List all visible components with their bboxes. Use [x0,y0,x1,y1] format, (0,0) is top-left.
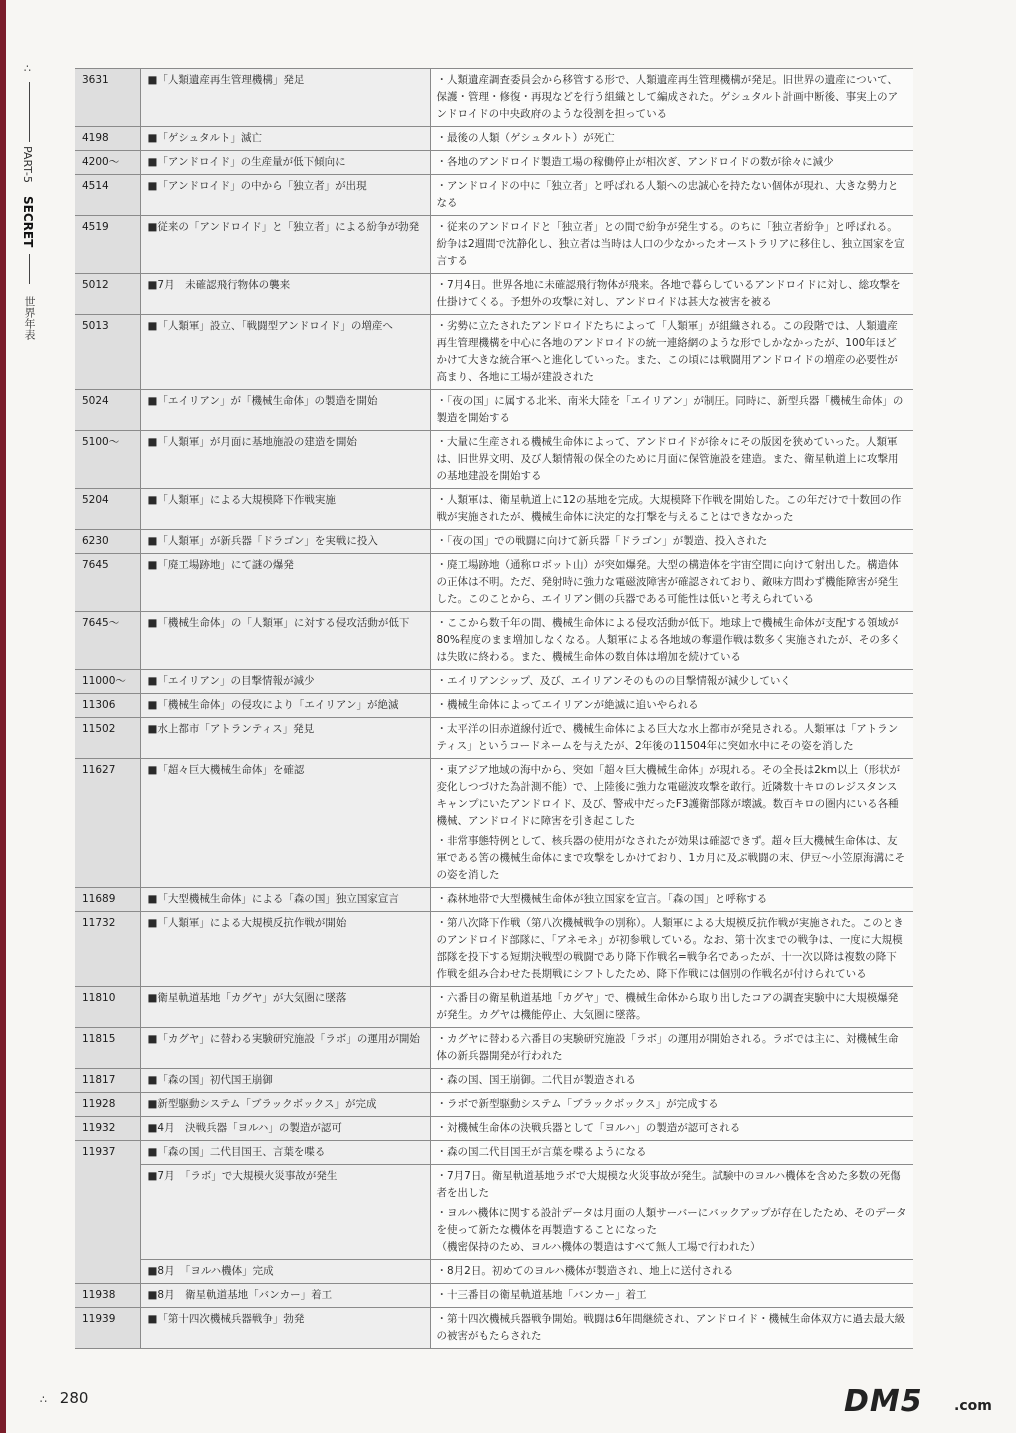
event-cell: ■水上都市「アトランティス」発見 [140,718,430,759]
year-cell: 11932 [75,1117,140,1141]
table-row [75,888,913,912]
year-cell: 11306 [75,694,140,718]
table-row [75,530,913,554]
year-cell: 5013 [75,315,140,390]
table-row [75,718,913,759]
description-paragraph: ・第八次降下作戦（第八次機械戦争の別称）。人類軍による大規模反抗作戦が実施された。このときのアンドロイド部隊に、「アネモネ」が初参戦している。なお、第十次までの戦争は、一度に大規模部隊を投下する短期決戦型の戦闘であり降下作戦名=戦争名であったが、十一次以降は複数の降下作戦を組み合わせた長期戦にシフトしたため、降下作戦には個別の作戦名が付けられている [436,917,904,980]
description-cell [430,315,913,390]
event-cell: ■「第十四次機械兵器戦争」勃発 [140,1308,430,1349]
description-paragraph: ・大量に生産される機械生命体によって、アンドロイドが徐々にその版図を狭めていった。人類軍は、旧世界文明、及び人類情報の保全のために月面に保管施設を建造。また、衛星軌道上に攻撃用の基地建設を開始する [436,436,899,482]
description-paragraph: ・最後の人類（ゲシュタルト）が死亡 [436,132,615,144]
description-paragraph: ・森の国、国王崩御。二代目が製造される [436,1074,636,1086]
year-cell: 11928 [75,1093,140,1117]
description-cell [430,489,913,530]
table-row [75,390,913,431]
table-row [75,151,913,175]
description-paragraph: ・7月7日。衛星軌道基地ラボで大規模な火災事故が発生。試験中のヨルハ機体を含めた多数の死傷者を出した [436,1170,901,1199]
year-cell: 11502 [75,718,140,759]
event-cell: ■「ゲシュタルト」滅亡 [140,127,430,151]
description-cell [430,127,913,151]
event-cell: ■「人類軍」が新兵器「ドラゴン」を実戦に投入 [140,530,430,554]
event-cell: ■「人類遺産再生管理機構」発足 [140,69,430,127]
side-divider [29,254,30,284]
description-cell [430,612,913,670]
page-number: 280 [59,1389,89,1407]
description-paragraph: ・8月2日。初めてのヨルハ機体が製造され、地上に送付される [436,1265,734,1277]
table-row [75,912,913,987]
description-paragraph: ・森林地帯で大型機械生命体が独立国家を宣言。「森の国」と呼称する [436,893,768,905]
event-cell: ■「アンドロイド」の生産量が低下傾向に [140,151,430,175]
description-cell [430,1093,913,1117]
subtitle-label: 世界年表 [23,296,36,340]
year-cell: 11627 [75,759,140,888]
description-cell [430,1069,913,1093]
section-label: SECRET [21,196,35,248]
table-row [75,670,913,694]
description-paragraph: ・廃工場跡地（通称ロボット山）が突如爆発。大型の構造体を宇宙空間に向けて射出した。構造体の正体は不明。ただ、発射時に強力な電磁波障害が確認されており、敵味方問わず機能障害が発生した。このことから、エイリアン側の兵器である可能性は低いと考えられている [436,559,899,605]
event-cell: ■「廃工場跡地」にて謎の爆発 [140,554,430,612]
event-cell: ■衛星軌道基地「カグヤ」が大気圏に墜落 [140,987,430,1028]
event-cell: ■7月 未確認飛行物体の襲来 [140,274,430,315]
description-cell [430,670,913,694]
description-cell [430,888,913,912]
event-cell: ■「エイリアン」が「機械生命体」の製造を開始 [140,390,430,431]
event-cell: ■「人類軍」が月面に基地施設の建造を開始 [140,431,430,489]
year-cell: 3631 [75,69,140,127]
table-row [75,1069,913,1093]
description-paragraph: ・機械生命体によってエイリアンが絶滅に追いやられる [436,699,699,711]
event-cell: ■「人類軍」設立、「戦闘型アンドロイド」の増産へ [140,315,430,390]
description-cell [430,1260,913,1284]
description-paragraph: ・人類遺産調査委員会から移管する形で、人類遺産再生管理機構が発足。旧世界の遺産について、保護・管理・修復・再現などを行う組織として編成された。ゲシュタルト計画中断後、事実上のアンドロイドの中央政府のような役割を担っている [436,74,899,120]
description-cell [430,694,913,718]
description-paragraph: ・「夜の国」での戦闘に向けて新兵器「ドラゴン」が製造、投入された [436,535,768,547]
description-paragraph: ・カグヤに替わる六番目の実験研究施設「ラボ」の運用が開始される。ラボでは主に、対機械生命体の新兵器開発が行われた [436,1033,899,1062]
watermark-text: DM5 [844,1384,923,1419]
description-paragraph: ・人類軍は、衛星軌道上に12の基地を完成。大規模降下作戦を開始した。この年だけで十数回の作戦が実施されたが、機械生命体に決定的な打撃を与えることはできなかった [436,494,902,523]
description-paragraph: ・従来のアンドロイドと「独立者」との間で紛争が発生する。のちに「独立者紛争」と呼ばれる。紛争は2週間で沈静化し、独立者は当時は人口の少なかったオーストラリアに移住し、独立国家を宣言する [436,221,905,267]
description-cell [430,1308,913,1349]
event-cell: ■7月 「ラボ」で大規模火災事故が発生 [140,1165,430,1260]
description-paragraph: ・第十四次機械兵器戦争開始。戦闘は6年間継続され、アンドロイド・機械生命体双方に過去最大級の被害がもたらされた [436,1313,906,1342]
description-cell [430,1284,913,1308]
description-paragraph: ・森の国二代目国王が言葉を喋るようになる [436,1146,647,1158]
table-row [75,315,913,390]
triangle-dots-icon: ∴ [24,62,30,75]
description-paragraph: ・ラボで新型駆動システム「ブラックボックス」が完成する [436,1098,719,1110]
event-cell: ■「超々巨大機械生命体」を確認 [140,759,430,888]
year-cell: 11689 [75,888,140,912]
table-row [75,759,913,888]
table-row [75,987,913,1028]
page-edge-band [0,0,6,1433]
event-cell: ■「森の国」初代国王崩御 [140,1069,430,1093]
year-cell: 5012 [75,274,140,315]
description-cell [430,759,913,888]
side-running-header [14,62,54,362]
year-cell: 4519 [75,216,140,274]
table-row [75,175,913,216]
description-cell [430,274,913,315]
description-paragraph: ・エイリアンシップ、及び、エイリアンそのものの目撃情報が減少していく [436,675,791,687]
event-cell: ■「森の国」二代目国王、言葉を喋る [140,1141,430,1165]
page-footer [40,1389,88,1407]
timeline-body [75,69,913,1349]
table-row [75,1165,913,1260]
table-row [75,127,913,151]
timeline-table [75,68,913,1349]
year-cell: 4200〜 [75,151,140,175]
table-row [75,1284,913,1308]
description-cell [430,151,913,175]
event-cell: ■新型駆動システム「ブラックボックス」が完成 [140,1093,430,1117]
description-cell [430,912,913,987]
table-row [75,274,913,315]
description-paragraph: ・7月4日。世界各地に未確認飛行物体が飛来。各地で暮らしているアンドロイドに対し、総攻撃を仕掛けてくる。予想外の攻撃に対し、アンドロイドは甚大な被害を被る [436,279,901,308]
year-cell: 5024 [75,390,140,431]
description-cell [430,1117,913,1141]
watermark-domain: .com [954,1398,992,1414]
description-paragraph: ・太平洋の旧赤道線付近で、機械生命体による巨大な水上都市が発見される。人類軍は「アトランティス」というコードネームを与えたが、2年後の11504年に突如水中にその姿を消した [436,723,899,752]
event-cell: ■「カグヤ」に替わる実験研究施設「ラボ」の運用が開始 [140,1028,430,1069]
year-cell: 11939 [75,1308,140,1349]
year-cell: 11732 [75,912,140,987]
year-cell: 5204 [75,489,140,530]
table-row [75,216,913,274]
description-paragraph: ・「夜の国」に属する北米、南米大陸を「エイリアン」が制圧。同時に、新型兵器「機械生命体」の製造を開始する [436,395,904,424]
table-row [75,612,913,670]
watermark-logo [836,1384,1006,1420]
year-cell: 7645〜 [75,612,140,670]
event-cell: ■「人類軍」による大規模降下作戦実施 [140,489,430,530]
description-paragraph: ・ヨルハ機体に関する設計データは月面の人類サーバーにバックアップが存在したため、そのデータを使って新たな機体を再製造することになった （機密保持のため、ヨルハ機体の製造はすべて無人工場で行われた） [436,1207,907,1253]
description-cell [430,530,913,554]
year-cell: 11937 [75,1141,140,1284]
year-cell: 11817 [75,1069,140,1093]
event-cell: ■「アンドロイド」の中から「独立者」が出現 [140,175,430,216]
table-row [75,1093,913,1117]
year-cell: 11938 [75,1284,140,1308]
triangle-dots-icon: ∴ [40,1393,47,1406]
event-cell: ■8月 衛星軌道基地「バンカー」着工 [140,1284,430,1308]
description-cell [430,554,913,612]
part-label: PART-5 [21,146,34,183]
description-cell [430,1028,913,1069]
description-paragraph: ・対機械生命体の決戦兵器として「ヨルハ」の製造が認可される [436,1122,741,1134]
side-divider [29,82,30,142]
description-paragraph: ・非常事態特例として、核兵器の使用がなされたが効果は確認できず。超々巨大機械生命体は、友軍である筈の機械生命体にまで攻撃をしかけており、1カ月に及ぶ戦闘の末、伊豆〜小笠原海溝にその姿を消した [436,835,906,881]
year-cell: 7645 [75,554,140,612]
description-paragraph: ・東アジア地域の海中から、突如「超々巨大機械生命体」が現れる。その全長は2km以上（形状が変化しつづけた為計測不能）で、上陸後に強力な電磁波攻撃を敢行。近隣数十キロのレジスタンスキャンプにいたアンドロイド、及び、警戒中だったF3護衛部隊が壊滅。数百キロの圏内にいる各種機械、アンドロイドに障害を引き起こした [436,764,901,827]
description-paragraph: ・アンドロイドの中に「独立者」と呼ばれる人類への忠誠心を持たない個体が現れ、大きな勢力となる [436,180,899,209]
event-cell: ■「大型機械生命体」による「森の国」独立国家宣言 [140,888,430,912]
table-row [75,489,913,530]
table-row [75,554,913,612]
event-cell: ■8月 「ヨルハ機体」完成 [140,1260,430,1284]
table-row [75,694,913,718]
description-paragraph: ・十三番目の衛星軌道基地「バンカー」着工 [436,1289,647,1301]
description-cell [430,718,913,759]
description-cell [430,987,913,1028]
event-cell: ■「エイリアン」の目撃情報が減少 [140,670,430,694]
description-cell [430,431,913,489]
table-row [75,431,913,489]
table-row [75,1028,913,1069]
description-cell [430,1165,913,1260]
year-cell: 6230 [75,530,140,554]
description-cell [430,69,913,127]
event-cell: ■「人類軍」による大規模反抗作戦が開始 [140,912,430,987]
table-row [75,1260,913,1284]
year-cell: 5100〜 [75,431,140,489]
year-cell: 4198 [75,127,140,151]
description-cell [430,175,913,216]
year-cell: 11815 [75,1028,140,1069]
year-cell: 4514 [75,175,140,216]
event-cell: ■「機械生命体」の「人類軍」に対する侵攻活動が低下 [140,612,430,670]
table-row [75,1141,913,1165]
table-row [75,69,913,127]
table-row [75,1117,913,1141]
event-cell: ■4月 決戦兵器「ヨルハ」の製造が認可 [140,1117,430,1141]
description-paragraph: ・劣勢に立たされたアンドロイドたちによって「人類軍」が組織される。この段階では、人類遺産再生管理機構を中心に各地のアンドロイドの統一連絡網のような形でしかなかったが、100年ほどかけて大きな統合軍へと進化していった。また、この頃には戦闘用アンドロイドの増産の必要性が高まり、各地に工場が建設された [436,320,898,383]
description-paragraph: ・六番目の衛星軌道基地「カグヤ」で、機械生命体から取り出したコアの調査実験中に大規模爆発が発生。カグヤは機能停止、大気圏に墜落。 [436,992,899,1021]
event-cell: ■従来の「アンドロイド」と「独立者」による紛争が勃発 [140,216,430,274]
table-row [75,1308,913,1349]
year-cell: 11810 [75,987,140,1028]
year-cell: 11000〜 [75,670,140,694]
description-paragraph: ・各地のアンドロイド製造工場の稼働停止が相次ぎ、アンドロイドの数が徐々に減少 [436,156,834,168]
description-paragraph: ・ここから数千年の間、機械生命体による侵攻活動が低下。地球上で機械生命体が支配する領域が80%程度のまま増加しなくなる。人類軍による各地域の奪還作戦は数多く実施されたが、その多くは失敗に終わる。また、機械生命体の数自体は増加を続けている [436,617,901,663]
description-cell [430,390,913,431]
event-cell: ■「機械生命体」の侵攻により「エイリアン」が絶滅 [140,694,430,718]
description-cell [430,216,913,274]
description-cell [430,1141,913,1165]
